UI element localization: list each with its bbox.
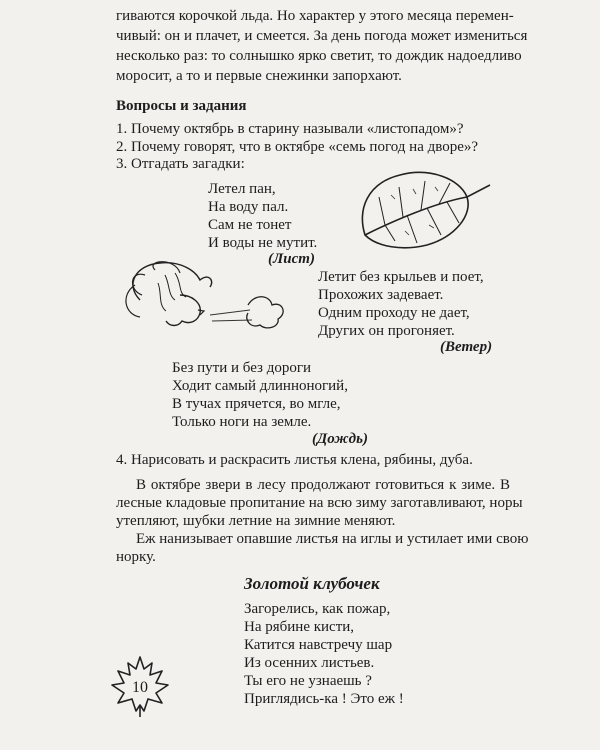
intro-line: несколько раз: то солнышко ярко светит, то дождик надоедливо xyxy=(116,48,522,64)
poem-line: Загорелись, как пожар, xyxy=(244,601,391,617)
riddle-line: На воду пал. xyxy=(208,199,289,215)
riddle-line: И воды не мутит. xyxy=(208,235,318,251)
poem-line: Катится навстречу шар xyxy=(244,637,393,653)
task-item: 4. Нарисовать и раскрасить листья клена, рябины, дуба. xyxy=(116,452,473,468)
paragraph-line: В октябре звери в лесу продолжают готовиться к зиме. В xyxy=(136,477,510,493)
riddle-line: Ходит самый длинноногий, xyxy=(172,378,348,394)
riddle-line: Других он прогоняет. xyxy=(318,323,455,339)
riddle-line: Без пути и без дороги xyxy=(172,360,312,376)
question-item: 1. Почему октябрь в старину называли «листопадом»? xyxy=(116,121,464,137)
poem-line: Из осенних листьев. xyxy=(244,655,375,671)
wind-face-icon xyxy=(120,255,320,340)
riddle-answer: (Лист) xyxy=(268,251,315,267)
page-number: 10 xyxy=(132,679,148,696)
riddle-line: Только ноги на земле. xyxy=(172,414,312,430)
riddle-line: Сам не тонет xyxy=(208,217,292,233)
intro-line: чивый: он и плачет, и смеется. За день погода может измениться xyxy=(116,28,528,44)
riddle-answer: (Дождь) xyxy=(312,431,368,447)
intro-line: моросит, а то и первые снежинки запорхают. xyxy=(116,68,402,84)
riddle-line: Летел пан, xyxy=(208,181,276,197)
poem-line: Ты его не узнаешь ? xyxy=(244,673,372,689)
riddle-line: Одним проходу не дает, xyxy=(318,305,470,321)
question-item: 2. Почему говорят, что в октябре «семь погод на дворе»? xyxy=(116,139,479,155)
intro-line: гиваются корочкой льда. Но характер у этого месяца перемен- xyxy=(116,8,514,24)
poem-line: Приглядись-ка ! Это еж ! xyxy=(244,691,404,707)
paragraph-line: лесные кладовые пропитание на всю зиму заготавливают, норы xyxy=(116,495,523,511)
paragraph-line: Еж нанизывает опавшие листья на иглы и устилает ими свою xyxy=(136,531,529,547)
riddle-line: В тучах прячется, во мгле, xyxy=(172,396,341,412)
riddle-line: Прохожих задевает. xyxy=(318,287,444,303)
questions-heading: Вопросы и задания xyxy=(116,98,247,114)
paragraph-line: утепляют, шубки летние на зимние меняют. xyxy=(116,513,396,529)
paragraph-line: норку. xyxy=(116,549,156,565)
riddle-answer: (Ветер) xyxy=(440,339,493,355)
poem-title: Золотой клубочек xyxy=(244,574,380,593)
poem-line: На рябине кисти, xyxy=(244,619,355,635)
leaf-icon xyxy=(355,165,495,255)
question-item: 3. Отгадать загадки: xyxy=(116,156,245,172)
riddle-line: Летит без крыльев и поет, xyxy=(318,269,484,285)
